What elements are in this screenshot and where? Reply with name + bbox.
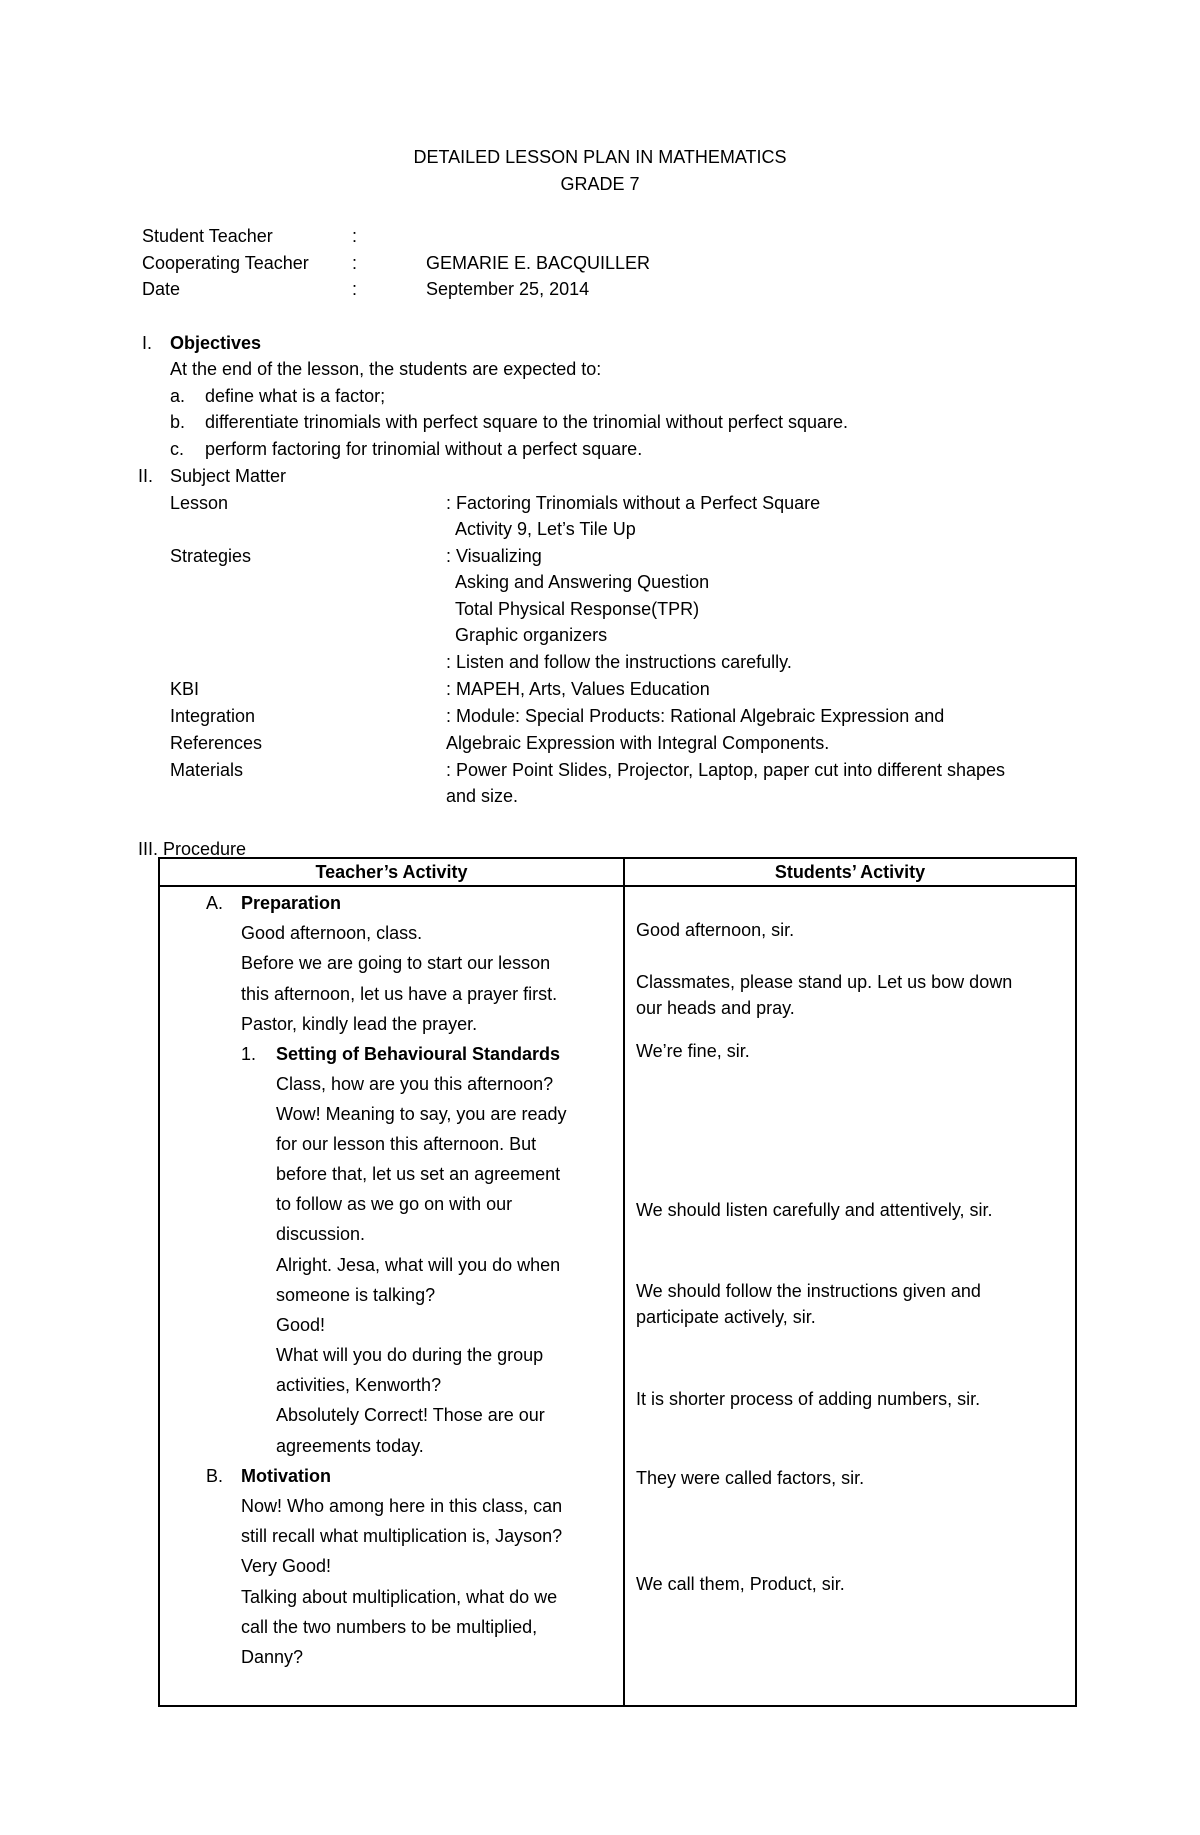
info-colon: : — [352, 279, 358, 299]
teacher-line: for our lesson this afternoon. But — [276, 1134, 537, 1154]
objectives-heading: Objectives — [170, 333, 262, 353]
teacher-line: to follow as we go on with our — [276, 1194, 513, 1214]
student-line: We should follow the instructions given and — [636, 1281, 981, 1301]
student-line: They were called factors, sir. — [636, 1468, 865, 1488]
teacher-line: before that, let us set an agreement — [276, 1164, 561, 1184]
objective-marker: a. — [170, 386, 186, 406]
subject-value: Activity 9, Let’s Tile Up — [455, 519, 636, 539]
objectives-intro: At the end of the lesson, the students are expected to: — [170, 359, 602, 379]
student-line: We call them, Product, sir. — [636, 1574, 845, 1594]
info-label-cooperating-teacher: Cooperating Teacher — [142, 253, 309, 273]
teacher-line: Alright. Jesa, what will you do when — [276, 1255, 561, 1275]
subject-value: Asking and Answering Question — [455, 572, 710, 592]
info-value-date: September 25, 2014 — [426, 279, 590, 299]
student-line: participate actively, sir. — [636, 1307, 816, 1327]
subject-label-materials: Materials — [170, 760, 244, 780]
info-colon: : — [352, 226, 358, 246]
objective-item: differentiate trinomials with perfect square to the trinomial without perfect square. — [205, 412, 848, 432]
info-label-date: Date — [142, 279, 181, 299]
teacher-line: Good! — [276, 1315, 326, 1335]
teacher-line: activities, Kenworth? — [276, 1375, 442, 1395]
sub-1-title: Setting of Behavioural Standards — [276, 1044, 561, 1064]
subject-label-strategies: Strategies — [170, 546, 252, 566]
objective-item: perform factoring for trinomial without a perfect square. — [205, 439, 643, 459]
objective-marker: c. — [170, 439, 185, 459]
teacher-line: agreements today. — [276, 1436, 424, 1456]
subject-value: : Module: Special Products: Rational Algebraic Expression and — [446, 706, 945, 726]
info-value-cooperating-teacher: GEMARIE E. BACQUILLER — [426, 253, 651, 273]
procedure-heading: III. Procedure — [138, 839, 247, 859]
objectives-number: I. — [142, 333, 153, 353]
teacher-line: Pastor, kindly lead the prayer. — [241, 1014, 478, 1034]
teacher-activity-header: Teacher’s Activity — [159, 858, 624, 886]
info-colon: : — [352, 253, 358, 273]
student-line: We’re fine, sir. — [636, 1041, 750, 1061]
teacher-line: Wow! Meaning to say, you are ready — [276, 1104, 567, 1124]
subject-value: Total Physical Response(TPR) — [455, 599, 700, 619]
subject-value: and size. — [446, 786, 519, 806]
objective-marker: b. — [170, 412, 186, 432]
teacher-line: someone is talking? — [276, 1285, 436, 1305]
teacher-line: Good afternoon, class. — [241, 923, 423, 943]
info-label-student-teacher: Student Teacher — [142, 226, 273, 246]
subject-label-integration: Integration — [170, 706, 256, 726]
section-b-title: Motivation — [241, 1466, 331, 1486]
objective-item: define what is a factor; — [205, 386, 386, 406]
subject-value: : Visualizing — [446, 546, 542, 566]
teacher-line: this afternoon, let us have a prayer first. — [241, 984, 558, 1004]
subject-matter-heading: Subject Matter — [170, 466, 287, 486]
section-a-marker: A. — [206, 893, 224, 913]
grade-level: GRADE 7 — [560, 174, 640, 194]
teacher-line: Absolutely Correct! Those are our — [276, 1405, 545, 1425]
subject-label-kbi: KBI — [170, 679, 200, 699]
student-line: Classmates, please stand up. Let us bow down — [636, 972, 1013, 992]
teacher-line: Before we are going to start our lesson — [241, 953, 551, 973]
subject-value: : Factoring Trinomials without a Perfect Square — [446, 493, 821, 513]
subject-value: : Power Point Slides, Projector, Laptop, paper cut into different shapes — [446, 760, 1006, 780]
student-line: It is shorter process of adding numbers, sir. — [636, 1389, 981, 1409]
students-activity-header: Students’ Activity — [624, 858, 1076, 886]
subject-label-lesson: Lesson — [170, 493, 229, 513]
teacher-line: still recall what multiplication is, Jayson? — [241, 1526, 563, 1546]
subject-matter-number: II. — [138, 466, 154, 486]
subject-value: : Listen and follow the instructions carefully. — [446, 652, 792, 672]
teacher-line: discussion. — [276, 1224, 366, 1244]
teacher-line: Class, how are you this afternoon? — [276, 1074, 554, 1094]
teacher-activity-cell — [159, 886, 624, 1706]
students-activity-cell — [624, 886, 1076, 1706]
section-b-marker: B. — [206, 1466, 224, 1486]
student-line: Good afternoon, sir. — [636, 920, 795, 940]
document-title: DETAILED LESSON PLAN IN MATHEMATICS — [413, 147, 787, 167]
teacher-line: Now! Who among here in this class, can — [241, 1496, 563, 1516]
subject-value: : MAPEH, Arts, Values Education — [446, 679, 710, 699]
procedure-table-header — [159, 858, 1076, 886]
teacher-line: What will you do during the group — [276, 1345, 544, 1365]
sub-1-marker: 1. — [241, 1044, 257, 1064]
subject-value: Graphic organizers — [455, 625, 608, 645]
procedure-table — [158, 857, 1077, 1707]
teacher-line: Very Good! — [241, 1556, 332, 1576]
procedure-row — [159, 886, 1076, 1706]
teacher-line: call the two numbers to be multiplied, — [241, 1617, 538, 1637]
student-line: We should listen carefully and attentively, sir. — [636, 1200, 993, 1220]
subject-value: Algebraic Expression with Integral Components. — [446, 733, 830, 753]
teacher-line: Danny? — [241, 1647, 304, 1667]
student-line: our heads and pray. — [636, 998, 795, 1018]
subject-label-references: References — [170, 733, 263, 753]
teacher-line: Talking about multiplication, what do we — [241, 1587, 558, 1607]
section-a-title: Preparation — [241, 893, 342, 913]
